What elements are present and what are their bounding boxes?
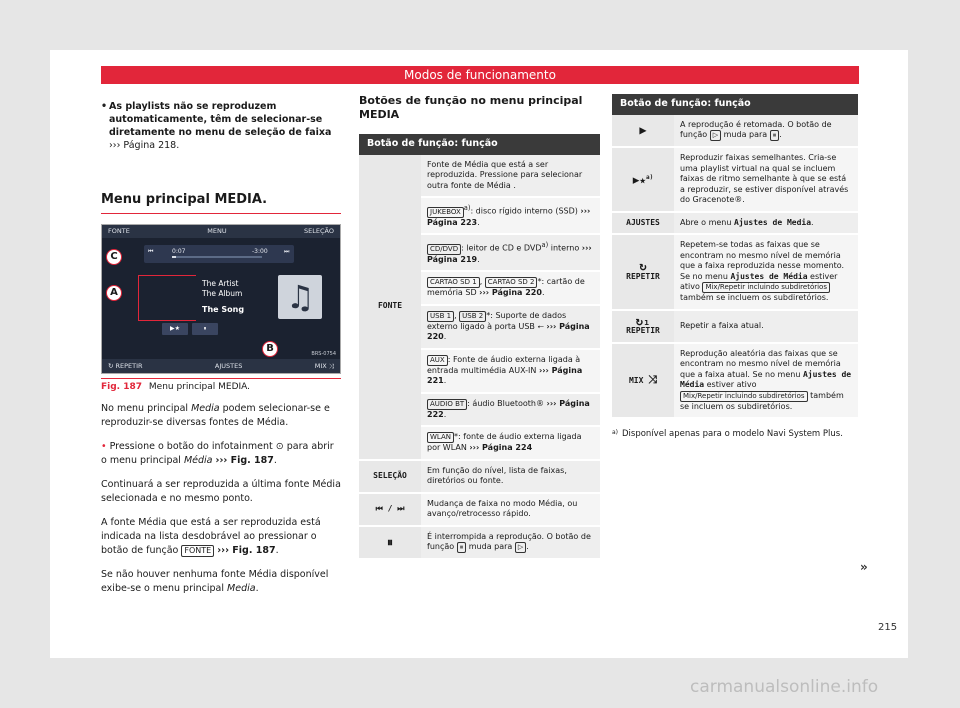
bullet-icon: • — [101, 441, 110, 452]
footnote: a) Disponível apenas para o modelo Navi System Plus. — [612, 429, 843, 439]
mix-key-cell: MIX ⤨ — [612, 343, 674, 419]
figure-code: BRS-0754 — [311, 351, 336, 357]
page-reference-link[interactable]: ››› Página 218. — [109, 140, 180, 151]
screen-top-bar — [102, 225, 340, 238]
pause-icon: ⏸ — [457, 542, 467, 553]
figure-caption: Fig. 187 Menu principal MEDIA. — [101, 378, 341, 392]
repetir-one-key-cell: ↻₁ REPETIR — [612, 310, 674, 343]
table-section-title: Botões de função no menu principal MEDIA — [359, 94, 583, 121]
table-cell: JUKEBOX $^{a)}$: disco rígido interno (SSD) ››› Página 223. — [421, 197, 600, 234]
time-bar — [144, 245, 294, 263]
repeat-icon: ↻ — [108, 362, 116, 370]
table-header: Botão de função: função — [359, 134, 600, 155]
continue-icon: » — [860, 560, 868, 574]
ajustes-key-cell: AJUSTES — [612, 212, 674, 235]
callout-a: A — [106, 285, 122, 301]
repetir-key-cell: ↻ REPETIR — [612, 234, 674, 310]
table-cell: É interrompida a reprodução. O botão de função ⏸ muda para ▷ . — [421, 526, 600, 560]
time-elapsed: 0:07 — [172, 248, 186, 255]
song-title: The Song — [202, 305, 245, 314]
table-cell: Reproduzir faixas semelhantes. Cria-se uma playlist virtual na qual se incluem faixas de ritmo semelhante à que se está a reproduzir, se estiver disponível através do Gracenote®. — [674, 147, 858, 212]
album-name: The Album — [202, 289, 243, 298]
table-cell: Em função do nível, lista de faixas, diretórios ou fonte. — [421, 460, 600, 493]
column-left — [101, 94, 341, 596]
similar-tracks-button[interactable]: ▶★ — [162, 323, 188, 335]
callout-bracket — [138, 275, 196, 321]
table-cell: Repetir a faixa atual. — [674, 310, 858, 343]
table-cell: ÁUDIO BT : áudio Bluetooth® ››› Página 222. — [421, 393, 600, 427]
paragraph-continue: Continuará a ser reproduzida a última fonte Média selecionada e no mesmo ponto. — [101, 479, 341, 504]
album-art — [278, 275, 322, 319]
similar-tracks-icon: ▶★$^{a)}$ — [612, 147, 674, 212]
skip-back-icon[interactable]: ⏮ — [148, 248, 154, 255]
playlist-note: • As playlists não se reproduzem automaticamente, têm de selecionar-se diretamente no menu de seleção de faixa ››› Página 218. — [101, 101, 332, 151]
menu-button[interactable]: MENU — [207, 227, 227, 235]
table-cell: WLAN *: fonte de áudio externa ligada por WLAN ››› Página 224 — [421, 426, 600, 460]
page-reference-link[interactable]: ››› Página 222 — [427, 398, 590, 419]
page-number: 215 — [878, 622, 898, 633]
progress-fill — [172, 256, 176, 258]
table-cell: Reprodução aleatória das faixas que se encontram no mesmo nível de memória que a faixa atual. Se no menu Ajustes de Média estiver ativo Mix/Repetir incluindo subdiretórios também se incluem os subdiretórios. — [674, 343, 858, 419]
music-note-icon: ♫ — [286, 278, 315, 316]
screen-bottom-bar — [102, 359, 340, 373]
page-reference-link[interactable]: ››› Página 224 — [469, 443, 533, 453]
callout-b: B — [262, 341, 278, 357]
paragraph-intro: No menu principal Media podem selecionar-se e reproduzir-se diversas fontes de Média. — [101, 403, 330, 428]
function-table-2 — [612, 94, 858, 419]
paragraph-source: A fonte Média que está a ser reproduzida está indicada na lista desdobrável ao pressionar o botão de função FONTE ››› Fig. 187. — [101, 517, 321, 556]
skip-icons-cell: ⏮ / ⏭ — [359, 493, 421, 526]
play-icon: ▷ — [710, 130, 721, 141]
pause-button[interactable]: ⏸ — [192, 323, 218, 335]
table-cell: Abre o menu Ajustes de Media. — [674, 212, 858, 235]
shuffle-icon: ⤨ — [648, 372, 658, 386]
fonte-button[interactable]: FONTE — [108, 227, 130, 235]
column-middle — [359, 94, 600, 560]
infotainment-button-icon: ⊙ — [275, 441, 284, 452]
playback-controls — [162, 323, 218, 335]
table-cell: CARTÃO SD 1 , CARTÃO SD 2 *: cartão de memória SD ››› Página 220. — [421, 271, 600, 305]
time-remaining: -3:00 — [252, 248, 268, 255]
selecao-button[interactable]: SELEÇÃO — [304, 227, 334, 235]
media-screen-figure — [101, 224, 341, 374]
fonte-key-cell: FONTE — [359, 155, 421, 460]
pause-icon: ⏸ — [359, 526, 421, 560]
selecao-key-cell: SELEÇÃO — [359, 460, 421, 493]
table-header: Botão de função: função — [612, 94, 858, 115]
table-cell: Fonte de Média que está a ser reproduzida. Pressione para selecionar outra fonte de Média . — [421, 155, 600, 198]
figure-reference-link[interactable]: ››› Fig. 187 — [215, 455, 274, 466]
table-cell: Repetem-se todas as faixas que se encontram no mesmo nível de memória que a faixa reproduzida nesse momento. Se no menu Ajustes de Média estiver ativo Mix/Repetir incluindo subdiretórios também se incluem os subdiretórios. — [674, 234, 858, 310]
repetir-button[interactable]: ↻ REPETIR — [108, 362, 143, 370]
page-header: Modos de funcionamento — [101, 66, 859, 84]
function-table-1 — [359, 134, 600, 560]
repeat-one-icon: ↻₁ — [635, 313, 651, 328]
table-cell: USB 1 , USB 2 *: Suporte de dados externo ligado à porta USB ⭠ ››› Página 220. — [421, 305, 600, 349]
table-cell: CD/DVD : leitor de CD e DVD$^{a)}$ interno ››› Página 219. — [421, 234, 600, 271]
ajustes-button[interactable]: AJUSTES — [214, 362, 243, 370]
fonte-key: FONTE — [181, 545, 214, 557]
skip-forward-icon[interactable]: ⏭ — [284, 248, 290, 255]
section-title: Menu principal MEDIA. — [101, 192, 341, 214]
paragraph-step: • Pressione o botão do infotainment ⊙ para abrir o menu principal Média ››› Fig. 187. — [101, 441, 334, 466]
artist-name: The Artist — [202, 279, 239, 288]
figure-number: Fig. 187 — [101, 382, 143, 392]
table-cell: Mudança de faixa no modo Média, ou avanço/retrocesso rápido. — [421, 493, 600, 526]
paragraph-nosource: Se não houver nenhuma fonte Média disponível exibe-se o menu principal Media. — [101, 569, 329, 594]
repeat-icon: ↻ — [639, 259, 647, 274]
page-reference-link[interactable]: ››› Página 219 — [427, 243, 592, 264]
callout-c: C — [106, 249, 122, 265]
page-reference-link[interactable]: ››› Página 220 — [479, 288, 542, 298]
table-cell: A reprodução é retomada. O botão de função ▷ muda para ⏸ . — [674, 115, 858, 148]
usb-icon: ⭠ — [537, 321, 544, 331]
page-reference-link[interactable]: ››› Página 221 — [427, 365, 583, 386]
play-icon: ▶ — [612, 115, 674, 148]
table-cell: AUX : Fonte de áudio externa ligada à entrada multimédia AUX-IN ››› Página 221. — [421, 349, 600, 393]
track-info — [202, 279, 244, 315]
bullet-icon: • — [101, 101, 108, 112]
watermark: carmanualsonline.info — [690, 677, 879, 697]
figure-reference-link[interactable]: ››› Fig. 187 — [217, 545, 276, 556]
play-icon: ▷ — [515, 542, 526, 553]
page-reference-link[interactable]: ››› Página 220 — [427, 321, 590, 342]
progress-bar[interactable] — [172, 256, 262, 258]
page-reference-link[interactable]: ››› Página 223 — [427, 206, 591, 227]
column-right — [612, 94, 858, 440]
pause-icon: ⏸ — [770, 130, 780, 141]
shuffle-icon: ⤨ — [326, 362, 334, 370]
mix-button[interactable]: MIX ⤨ — [314, 362, 334, 370]
